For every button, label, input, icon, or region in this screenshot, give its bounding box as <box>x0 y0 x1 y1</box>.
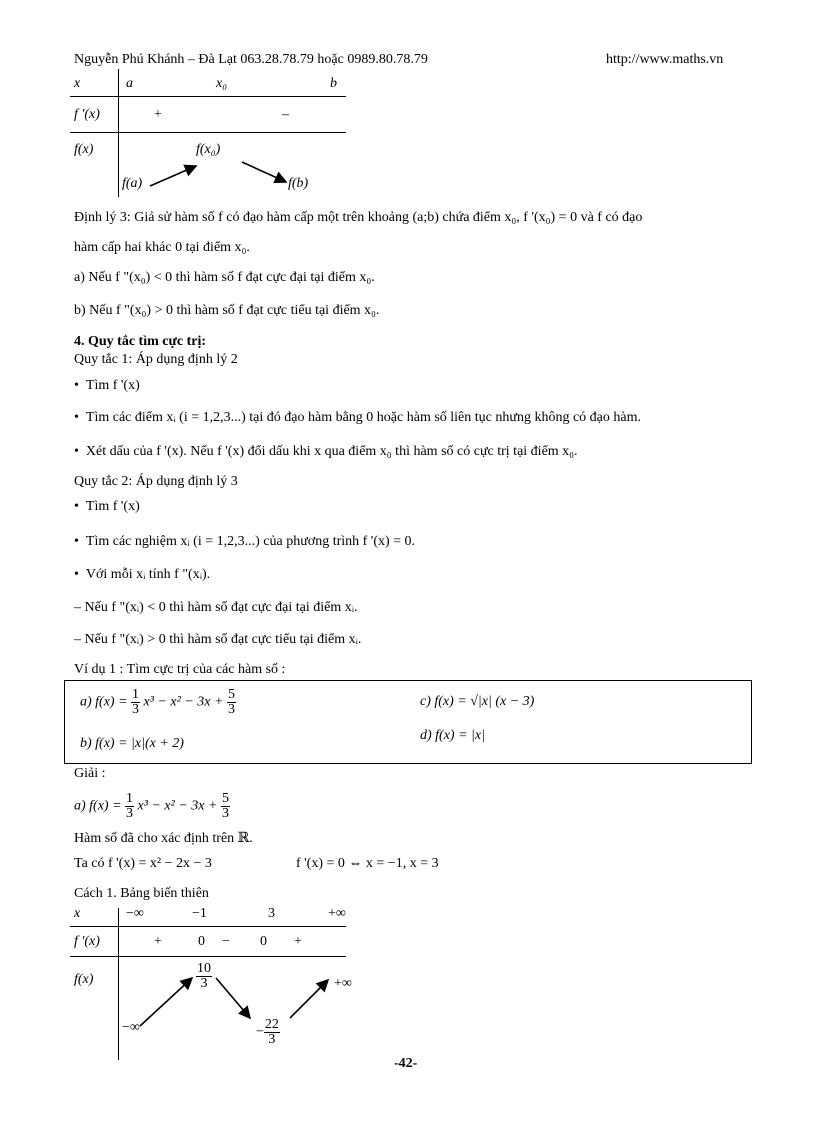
rule2-bullet-2-text: Tìm các nghiệm xᵢ (i = 1,2,3...) của phương trình f '(x) = 0. <box>85 534 416 549</box>
theorem3-b: b) Nếu f "(x₀) > 0 thì hàm số f đạt cực tiểu tại điểm x₀. <box>74 303 380 318</box>
example-a-frac-1-den: 3 <box>132 702 140 717</box>
solution-a-frac-2 <box>221 792 230 821</box>
header-author: Nguyễn Phú Khánh – Đà Lạt 063.28.78.79 hoặc 0989.80.78.79 <box>74 52 428 67</box>
header-url[interactable]: http://www.maths.vn <box>606 52 724 67</box>
t1-plus: + <box>154 107 162 122</box>
solution-deriv: Ta có f '(x) = x² − 2x − 3 <box>74 856 212 871</box>
rule2-title: Quy tắc 2: Áp dụng định lý 3 <box>74 474 238 489</box>
t2-arrow-2 <box>216 978 250 1018</box>
rule2-bullet-1-text: Tìm f '(x) <box>85 499 140 514</box>
t1-f: f(x) <box>74 142 94 157</box>
t2-arrow-1 <box>140 978 192 1026</box>
solution-a-frac-1 <box>125 792 134 821</box>
t2-hline-2 <box>70 956 346 957</box>
example-d: d) f(x) = |x| <box>420 728 485 743</box>
solution-title: Giải : <box>74 766 106 781</box>
t2-arrow-3 <box>290 980 328 1018</box>
t2-s3: + <box>294 934 302 949</box>
t1-b: b <box>330 76 337 91</box>
example-a-frac-1 <box>131 688 140 717</box>
t2-z2: 0 <box>260 934 267 949</box>
t2-hline-1 <box>70 926 346 927</box>
t2-right: +∞ <box>334 976 352 991</box>
t2-min-den: 3 <box>268 1032 276 1047</box>
t2-f: f(x) <box>74 972 94 987</box>
t2-left: −∞ <box>122 1020 140 1035</box>
t2-three: 3 <box>268 906 275 921</box>
t1-arrows <box>140 150 300 200</box>
theorem3-a: a) Nếu f "(x₀) < 0 thì hàm số f đạt cực đại tại điểm x₀. <box>74 270 375 285</box>
rule1-bullet-1-text: Tìm f '(x) <box>85 378 140 393</box>
t2-fp: f '(x) <box>74 934 100 949</box>
t1-hline-2 <box>70 132 346 133</box>
rule1-bullet-3: • Xét dấu của f '(x). Nếu f '(x) đổi dấu khi x qua điểm x₀ thì hàm số có cực trị tại điểm x₀. <box>74 444 578 459</box>
example-a <box>80 688 236 717</box>
example-a-frac-2-num: 5 <box>227 687 235 702</box>
solution-roots: f '(x) = 0 ⇔ x = −1, x = 3 <box>296 856 439 871</box>
solution-a-mid: x³ − x² − 3x + <box>137 798 218 814</box>
example-a-frac-2-den: 3 <box>227 702 235 717</box>
t2-min-num: 22 <box>264 1017 279 1032</box>
rule1-title: Quy tắc 1: Áp dụng định lý 2 <box>74 352 238 367</box>
t2-vline <box>118 908 119 1060</box>
t1-x: x <box>74 76 81 91</box>
t2-m1: −1 <box>192 906 207 921</box>
t2-s1: + <box>154 934 162 949</box>
t2-ninf: −∞ <box>126 906 144 921</box>
rule2-bullet-2: • Tìm các nghiệm xᵢ (i = 1,2,3...) của phương trình f '(x) = 0. <box>74 534 416 549</box>
t1-vline <box>118 69 119 197</box>
t1-fb: f(b) <box>288 176 309 191</box>
t1-a: a <box>126 76 133 91</box>
solution-a-pre: a) f(x) = <box>74 798 122 814</box>
page-number: -42- <box>394 1056 418 1071</box>
t1-fp: f '(x) <box>74 107 100 122</box>
example-a-frac-2 <box>227 688 236 717</box>
solution-a-frac-1-num: 1 <box>126 791 134 806</box>
example-a-mid: x³ − x² − 3x + <box>143 694 224 710</box>
t1-arrow-up <box>150 166 196 186</box>
t2-s2: − <box>222 934 230 949</box>
solution-a-frac-2-num: 5 <box>221 791 229 806</box>
solution-a <box>74 792 230 821</box>
rule2-bullet-3-text: Với mỗi xᵢ tính f "(xᵢ). <box>85 567 211 582</box>
rule1-bullet-3-text: Xét dấu của f '(x). Nếu f '(x) đổi dấu khi x qua điểm x₀ thì hàm số có cực trị tại điểm x₀. <box>85 444 578 459</box>
rule2-bullet-1: • Tìm f '(x) <box>74 499 140 514</box>
t2-min-sign: − <box>256 1024 264 1040</box>
t2-max-den: 3 <box>200 976 208 991</box>
example-title: Ví dụ 1 : Tìm cực trị của các hàm số : <box>74 662 286 677</box>
solution-a-frac-2-den: 3 <box>221 806 229 821</box>
example-b: b) f(x) = |x|(x + 2) <box>80 736 184 751</box>
t1-arrow-down <box>242 162 286 182</box>
t2-pinf: +∞ <box>328 906 346 921</box>
rule2-bullet-3: • Với mỗi xᵢ tính f "(xᵢ). <box>74 567 211 582</box>
theorem3-line1: Định lý 3: Giả sử hàm số f có đạo hàm cấp một trên khoảng (a;b) chứa điểm x₀, f '(x₀) = 0 và f có đạo <box>74 210 643 225</box>
rule2-dash-1: – Nếu f "(xᵢ) < 0 thì hàm số đạt cực đại tại điểm xᵢ. <box>74 600 358 615</box>
t1-fx0: f(x₀) <box>196 142 221 157</box>
example-a-pre: a) f(x) = <box>80 694 128 710</box>
t2-x: x <box>74 906 81 921</box>
section4-title: 4. Quy tắc tìm cực trị: <box>74 334 207 349</box>
rule2-dash-2: – Nếu f "(xᵢ) > 0 thì hàm số đạt cực tiểu tại điểm xᵢ. <box>74 632 362 647</box>
t2-z1: 0 <box>198 934 205 949</box>
t1-fa: f(a) <box>122 176 143 191</box>
t1-hline-1 <box>70 96 346 97</box>
solution-domain: Hàm số đã cho xác định trên ℝ. <box>74 831 253 846</box>
example-a-frac-1-num: 1 <box>132 687 140 702</box>
rule1-bullet-2-text: Tìm các điểm xᵢ (i = 1,2,3...) tại đó đạo hàm bằng 0 hoặc hàm số liên tục nhưng không có đạo hàm. <box>85 410 641 425</box>
t2-max-num: 10 <box>197 961 211 976</box>
t2-arrows <box>130 966 340 1036</box>
solution-a-frac-1-den: 3 <box>126 806 134 821</box>
rule1-bullet-1: • Tìm f '(x) <box>74 378 140 393</box>
t1-x0: x₀ <box>216 76 228 91</box>
t1-minus: – <box>282 107 289 122</box>
theorem3-line2: hàm cấp hai khác 0 tại điểm x₀. <box>74 240 250 255</box>
example-c: c) f(x) = √|x| (x − 3) <box>420 694 535 709</box>
solution-method: Cách 1. Bảng biến thiên <box>74 886 209 901</box>
rule1-bullet-2: • Tìm các điểm xᵢ (i = 1,2,3...) tại đó đạo hàm bằng 0 hoặc hàm số liên tục nhưng không có đạo hàm. <box>74 410 641 425</box>
